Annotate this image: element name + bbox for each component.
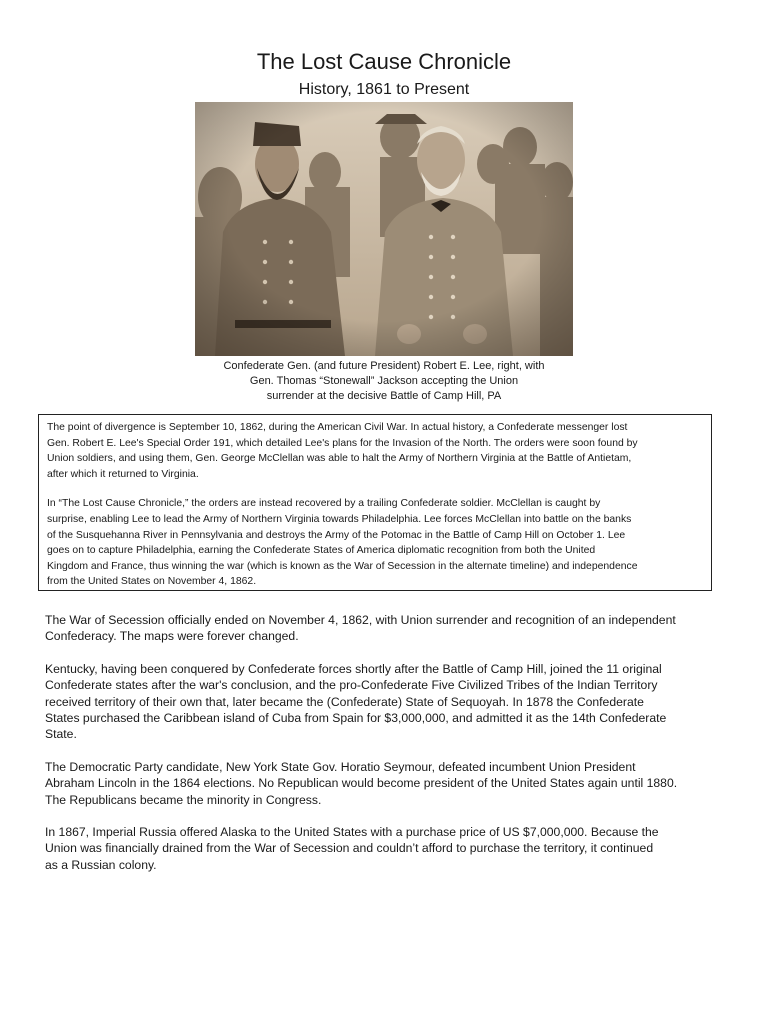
text-line: The point of divergence is September 10, 1862, during the American Civil War. In actual history, a Confederate messenger lost <box>47 422 628 433</box>
text-line: as a Russian colony. <box>45 857 157 872</box>
body-paragraph-1 <box>45 612 735 645</box>
text-line: Abraham Lincoln in the 1864 elections. No Republican would become president of the United States again until 1880. <box>45 776 678 791</box>
text-line: The War of Secession officially ended on November 4, 1862, with Union surrender and recognition of an independent <box>45 613 676 627</box>
body-paragraph-3 <box>45 759 735 808</box>
body-paragraph-2 <box>45 661 735 743</box>
text-line: Confederate states after the war's conclusion, and the pro-Confederate Five Civilized Tribes of the Indian Territory <box>45 678 658 693</box>
text-line: received territory of their own that, later became the (Confederate) State of Sequoyah. In 1878 the Confederate <box>45 694 644 709</box>
text-line: after which it returned to Virginia. <box>47 468 199 480</box>
text-line: from the United States on November 4, 1862. <box>47 576 257 588</box>
photo-illustration <box>195 102 573 356</box>
text-line: Confederacy. The maps were forever changed. <box>45 629 299 644</box>
text-line: of the Susquehanna River in Pennsylvania and destroys the Army of the Potomac in the Battle of Camp Hill on October 1. Lee <box>47 529 626 541</box>
body-paragraph-4 <box>45 824 735 873</box>
historical-photo <box>195 102 573 356</box>
text-line: Gen. Robert E. Lee's Special Order 191, which detailed Lee's plans for the Invasion of the North. The orders were soon found by <box>47 437 638 449</box>
page-subtitle: History, 1861 to Present <box>298 81 470 98</box>
text-line: surprise, enabling Lee to lead the Army of Northern Virginia towards Philadelphia. Lee forces McClellan into battle on the banks <box>47 513 632 525</box>
text-line: Union soldiers, and using them, Gen. George McClellan was able to halt the Army of Northern Virginia at the Battle of Antietam, <box>47 453 632 465</box>
intro-paragraph-1 <box>47 420 704 482</box>
text-line: Kentucky, having been conquered by Confederate forces shortly after the Battle of Camp Hill, joined the 11 original <box>45 661 662 676</box>
text-line: States purchased the Caribbean island of Cuba from Spain for $3,000,000, and admitted it as the 14th Confederate <box>45 711 667 726</box>
caption-line: Confederate Gen. (and future President) Robert E. Lee, right, with <box>223 360 545 372</box>
photo-vignette <box>195 102 573 356</box>
text-line: In “The Lost Cause Chronicle,” the orders are instead recovered by a trailing Confederate soldier. McClellan is caught by <box>47 498 601 510</box>
article-body <box>45 612 735 889</box>
text-line: The Republicans became the minority in Congress. <box>45 792 322 807</box>
caption-line: Gen. Thomas “Stonewall” Jackson accepting the Union <box>249 375 519 387</box>
text-line: State. <box>45 727 77 742</box>
text-line: goes on to capture Philadelphia, earning the Confederate States of America diplomatic recognition from both the United <box>47 545 596 557</box>
caption-line: surrender at the decisive Battle of Camp Hill, PA <box>266 390 502 402</box>
point-of-divergence-box <box>38 414 712 591</box>
page-title: The Lost Cause Chronicle <box>256 49 512 74</box>
intro-paragraph-2 <box>47 496 704 590</box>
text-line: Union was financially drained from the War of Secession and couldn’t afford to purchase the territory, it continued <box>45 841 654 856</box>
text-line: Kingdom and France, thus winning the war (which is known as the War of Secession in the alternate timeline) and independence <box>47 560 638 572</box>
photo-caption <box>190 359 578 404</box>
text-line: The Democratic Party candidate, New York State Gov. Horatio Seymour, defeated incumbent Union President <box>45 759 636 774</box>
text-line: In 1867, Imperial Russia offered Alaska to the United States with a purchase price of US $7,000,000. Because the <box>45 825 659 840</box>
